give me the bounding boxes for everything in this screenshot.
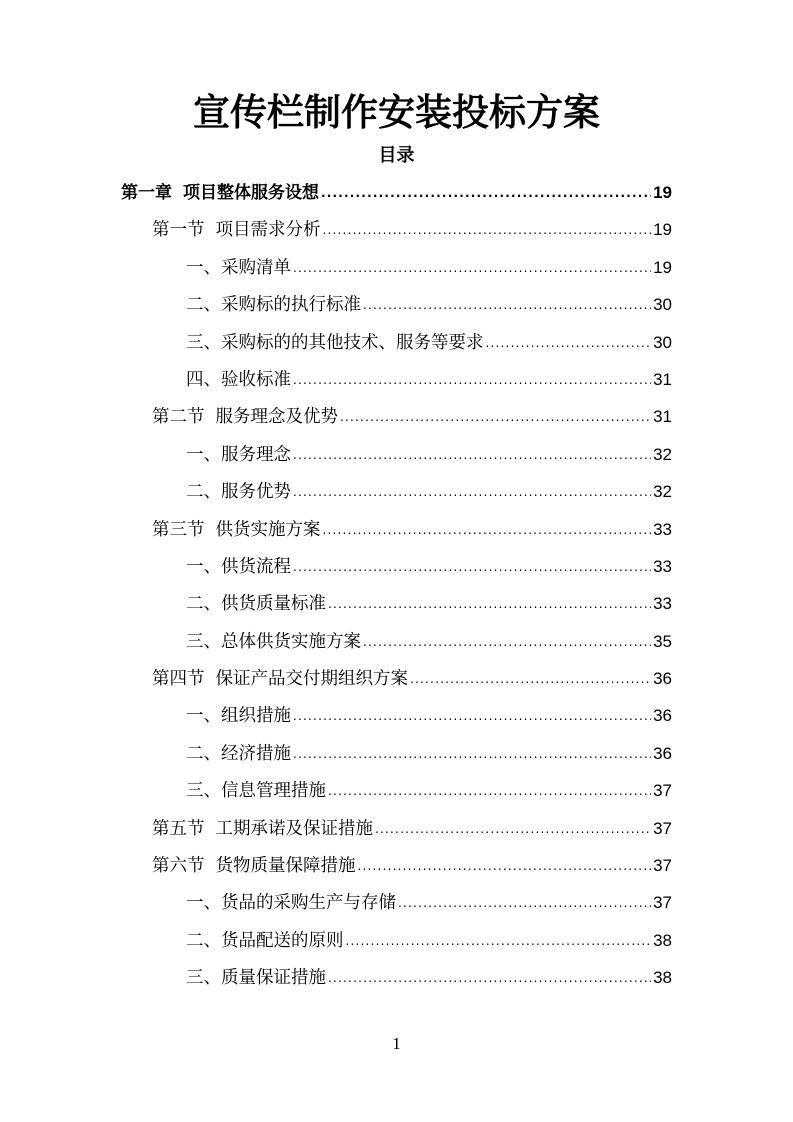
toc-dot-leader <box>293 474 651 511</box>
toc-entry-label <box>152 512 321 549</box>
toc-entry-page: 37 <box>653 893 672 913</box>
toc-entry-number: 第六节 <box>152 856 205 877</box>
toc-dot-leader <box>328 773 651 810</box>
toc-entry[interactable] <box>0 884 793 921</box>
toc-dot-leader <box>486 325 652 362</box>
page-number: 1 <box>392 1034 401 1053</box>
toc-entry-number: 四、 <box>186 369 221 390</box>
toc-entry-label <box>152 848 356 885</box>
toc-entry-title: 项目整体服务设想 <box>183 183 319 203</box>
toc-entry-label <box>121 175 319 212</box>
toc-entry-label <box>186 624 361 661</box>
toc-entry[interactable] <box>0 623 793 660</box>
toc-entry-page: 32 <box>653 444 672 464</box>
toc-dot-leader <box>346 923 652 960</box>
toc-entry-number: 二、 <box>186 295 221 316</box>
toc-dot-leader <box>293 698 651 735</box>
toc-dot-leader <box>398 885 651 922</box>
toc-entry-title: 服务理念 <box>221 444 291 465</box>
toc-entry[interactable] <box>0 548 793 585</box>
toc-entry-title: 验收标准 <box>221 369 291 390</box>
toc-heading: 目录 <box>378 145 415 166</box>
toc-entry-page: 36 <box>653 743 672 763</box>
toc-entry-title: 总体供货实施方案 <box>221 631 361 652</box>
toc-entry-number: 一、 <box>186 556 221 577</box>
toc-entry[interactable] <box>0 361 793 398</box>
toc-entry[interactable] <box>0 211 793 248</box>
toc-entry-page: 31 <box>653 407 672 427</box>
toc-entry-label <box>152 399 338 436</box>
toc-entry-label <box>186 287 361 324</box>
toc-entry[interactable] <box>0 959 793 996</box>
toc-entry[interactable] <box>0 324 793 361</box>
toc-entry-page: 19 <box>653 220 672 240</box>
toc-entry-title: 供货流程 <box>221 556 291 577</box>
toc-dot-leader <box>323 512 652 549</box>
toc-entry-label <box>186 586 326 623</box>
toc-entry-title: 质量保证措施 <box>221 968 326 989</box>
toc-entry-page: 33 <box>653 556 672 576</box>
toc-entry-title: 信息管理措施 <box>221 781 326 802</box>
toc-entry[interactable] <box>0 697 793 734</box>
toc-entry-title: 工期承诺及保证措施 <box>215 818 373 839</box>
toc-entry-number: 二、 <box>186 482 221 503</box>
toc-entry[interactable] <box>0 473 793 510</box>
toc-entry-page: 35 <box>653 631 672 651</box>
toc-entry[interactable] <box>0 511 793 548</box>
toc-entry-label <box>186 474 291 511</box>
toc-entry-title: 货品配送的原则 <box>221 930 344 951</box>
toc-entry-title: 货物质量保障措施 <box>215 856 356 877</box>
toc-entry-title: 供货实施方案 <box>215 519 321 540</box>
toc-entry[interactable] <box>0 585 793 622</box>
toc-dot-leader <box>293 362 651 399</box>
toc-dot-leader <box>363 624 651 661</box>
toc-entry-title: 采购清单 <box>221 257 291 278</box>
toc-entry-number: 第一节 <box>152 220 205 241</box>
toc-entry-title: 组织措施 <box>221 706 291 727</box>
toc-entry-number: 一、 <box>186 444 221 465</box>
toc-dot-leader <box>358 848 652 885</box>
toc-entry[interactable] <box>0 810 793 847</box>
toc-entry-label <box>152 212 321 249</box>
toc-entry-page: 37 <box>653 781 672 801</box>
toc-entry-label <box>186 960 326 997</box>
toc-entry-page: 33 <box>653 519 672 539</box>
toc-entry-page: 37 <box>653 818 672 838</box>
toc-entry-label <box>186 923 344 960</box>
toc-entry-page: 36 <box>653 669 672 689</box>
toc-entry-number: 第五节 <box>152 818 205 839</box>
toc-entry-page: 32 <box>653 482 672 502</box>
toc-entry-label <box>186 549 291 586</box>
toc-entry-number: 三、 <box>186 631 221 652</box>
toc-entry-number: 第三节 <box>152 519 205 540</box>
toc-entry-number: 一、 <box>186 706 221 727</box>
toc-entry-number: 一、 <box>186 257 221 278</box>
toc-entry-label <box>152 661 408 698</box>
toc-entry-label <box>186 885 396 922</box>
toc-dot-leader <box>363 287 651 324</box>
toc-entry-label <box>186 250 291 287</box>
toc-entry-page: 19 <box>653 257 672 277</box>
toc-entry-page: 19 <box>653 183 672 202</box>
toc-dot-leader <box>375 811 651 848</box>
toc-entry-number: 三、 <box>186 332 221 353</box>
toc-entry-title: 经济措施 <box>221 743 291 764</box>
toc-entry[interactable] <box>0 922 793 959</box>
toc-entry-number: 第二节 <box>152 407 205 428</box>
toc-dot-leader <box>293 250 651 287</box>
toc-entry-number: 第一章 <box>121 183 172 203</box>
toc-entry-title: 货品的采购生产与存储 <box>221 893 396 914</box>
toc-dot-leader <box>321 175 651 212</box>
toc-entry-label <box>152 811 373 848</box>
toc-entry[interactable] <box>0 735 793 772</box>
toc-entry-label <box>186 325 484 362</box>
toc-entry-title: 采购标的执行标准 <box>221 295 361 316</box>
toc-entry-label <box>186 736 291 773</box>
toc-dot-leader <box>410 661 651 698</box>
toc-dot-leader <box>328 586 651 623</box>
toc-dot-leader <box>293 437 651 474</box>
toc-entry-label <box>186 437 291 474</box>
toc-entry-title: 保证产品交付期组织方案 <box>215 669 408 690</box>
toc-entry-page: 37 <box>653 856 672 876</box>
toc-entry-number: 一、 <box>186 893 221 914</box>
toc-entry-page: 36 <box>653 706 672 726</box>
toc-entry[interactable] <box>0 436 793 473</box>
table-of-contents <box>0 174 793 997</box>
toc-entry[interactable] <box>0 847 793 884</box>
toc-entry-number: 二、 <box>186 930 221 951</box>
toc-entry-title: 项目需求分析 <box>215 220 321 241</box>
toc-dot-leader <box>323 212 652 249</box>
toc-entry-page: 38 <box>653 930 672 950</box>
document-title: 宣传栏制作安装投标方案 <box>193 91 600 134</box>
toc-entry[interactable] <box>0 398 793 435</box>
toc-entry-page: 30 <box>653 332 672 352</box>
toc-entry-number: 二、 <box>186 594 221 615</box>
toc-entry-page: 33 <box>653 594 672 614</box>
toc-entry[interactable] <box>0 772 793 809</box>
toc-entry-label <box>186 698 291 735</box>
toc-entry-title: 服务理念及优势 <box>215 407 338 428</box>
toc-entry[interactable] <box>0 660 793 697</box>
toc-dot-leader <box>340 399 651 436</box>
toc-entry-label <box>186 362 291 399</box>
toc-entry-page: 38 <box>653 968 672 988</box>
toc-entry-number: 二、 <box>186 743 221 764</box>
toc-entry-number: 三、 <box>186 781 221 802</box>
toc-entry[interactable] <box>0 174 793 211</box>
toc-entry-page: 31 <box>653 369 672 389</box>
toc-entry-page: 30 <box>653 295 672 315</box>
toc-dot-leader <box>293 549 651 586</box>
toc-dot-leader <box>293 736 651 773</box>
toc-entry-number: 第四节 <box>152 669 205 690</box>
toc-dot-leader <box>328 960 651 997</box>
toc-entry-title: 服务优势 <box>221 482 291 503</box>
toc-entry-title: 采购标的的其他技术、服务等要求 <box>221 332 484 353</box>
toc-entry[interactable] <box>0 249 793 286</box>
toc-entry-label <box>186 773 326 810</box>
toc-entry-title: 供货质量标准 <box>221 594 326 615</box>
toc-entry[interactable] <box>0 286 793 323</box>
toc-entry-number: 三、 <box>186 968 221 989</box>
